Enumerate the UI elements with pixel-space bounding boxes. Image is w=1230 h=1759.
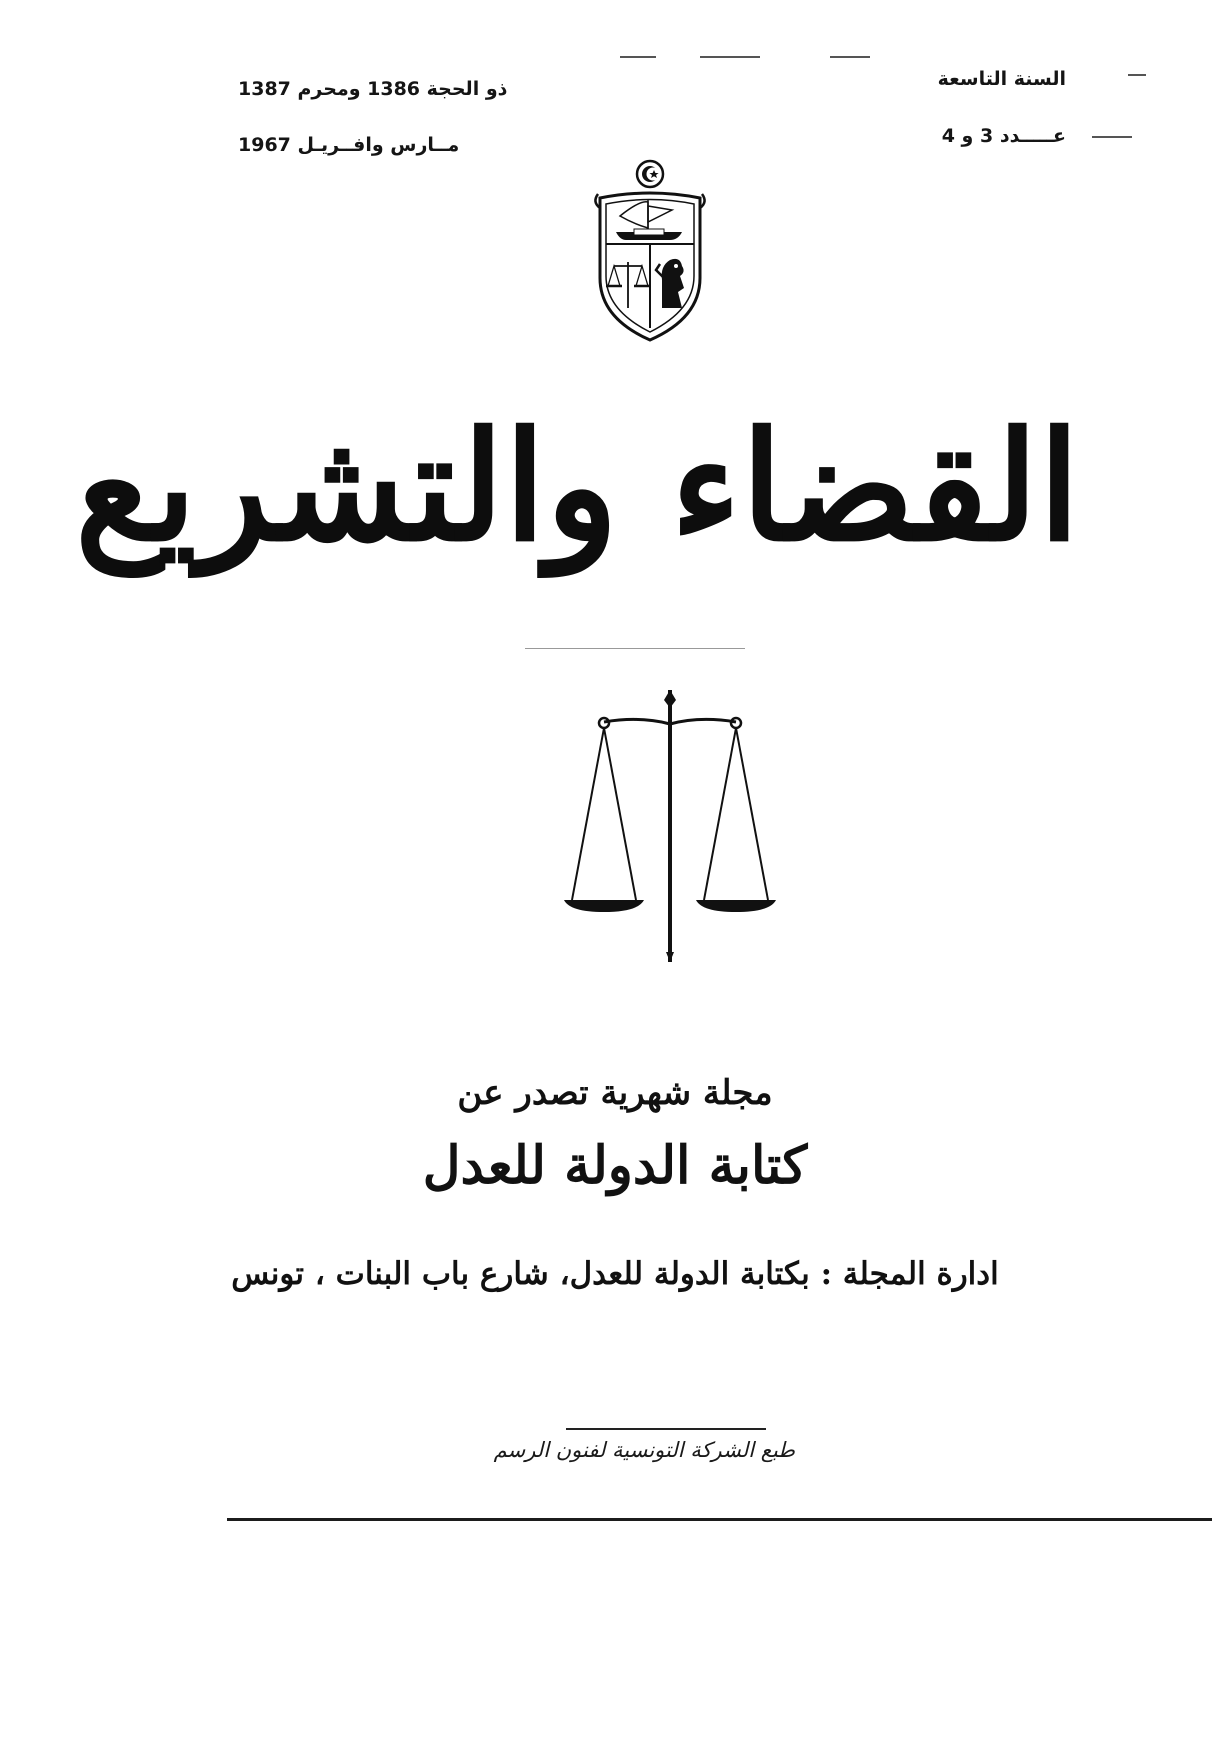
gregorian-date: مــارس وافــريـل 1967 — [238, 134, 460, 156]
scan-mark — [830, 56, 870, 58]
journal-tagline: مجلة شهرية تصدر عن — [457, 1073, 773, 1113]
scan-mark — [525, 648, 745, 649]
issue-label: عـــــدد 3 و 4 — [941, 125, 1066, 147]
scan-mark — [700, 56, 760, 58]
bottom-rule — [227, 1518, 1212, 1521]
scan-mark — [620, 56, 656, 58]
coat-of-arms-emblem — [590, 158, 710, 344]
hijri-date: ذو الحجة 1386 ومحرم 1387 — [238, 78, 508, 100]
printer-credit: طبع الشركة التونسية لفنون الرسم — [493, 1438, 795, 1462]
editorial-address: ادارة المجلة : بكتابة الدولة للعدل، شارع باب البنات ، تونس — [231, 1256, 999, 1292]
scan-mark — [1128, 74, 1146, 76]
printer-divider — [566, 1428, 766, 1430]
year-label: السنة التاسعة — [937, 68, 1066, 90]
scales-of-justice-icon — [560, 690, 780, 970]
publishing-ministry: كتابة الدولة للعدل — [422, 1135, 808, 1196]
journal-title: القضاء والتشريع — [74, 399, 1080, 575]
scan-mark — [1092, 136, 1132, 138]
